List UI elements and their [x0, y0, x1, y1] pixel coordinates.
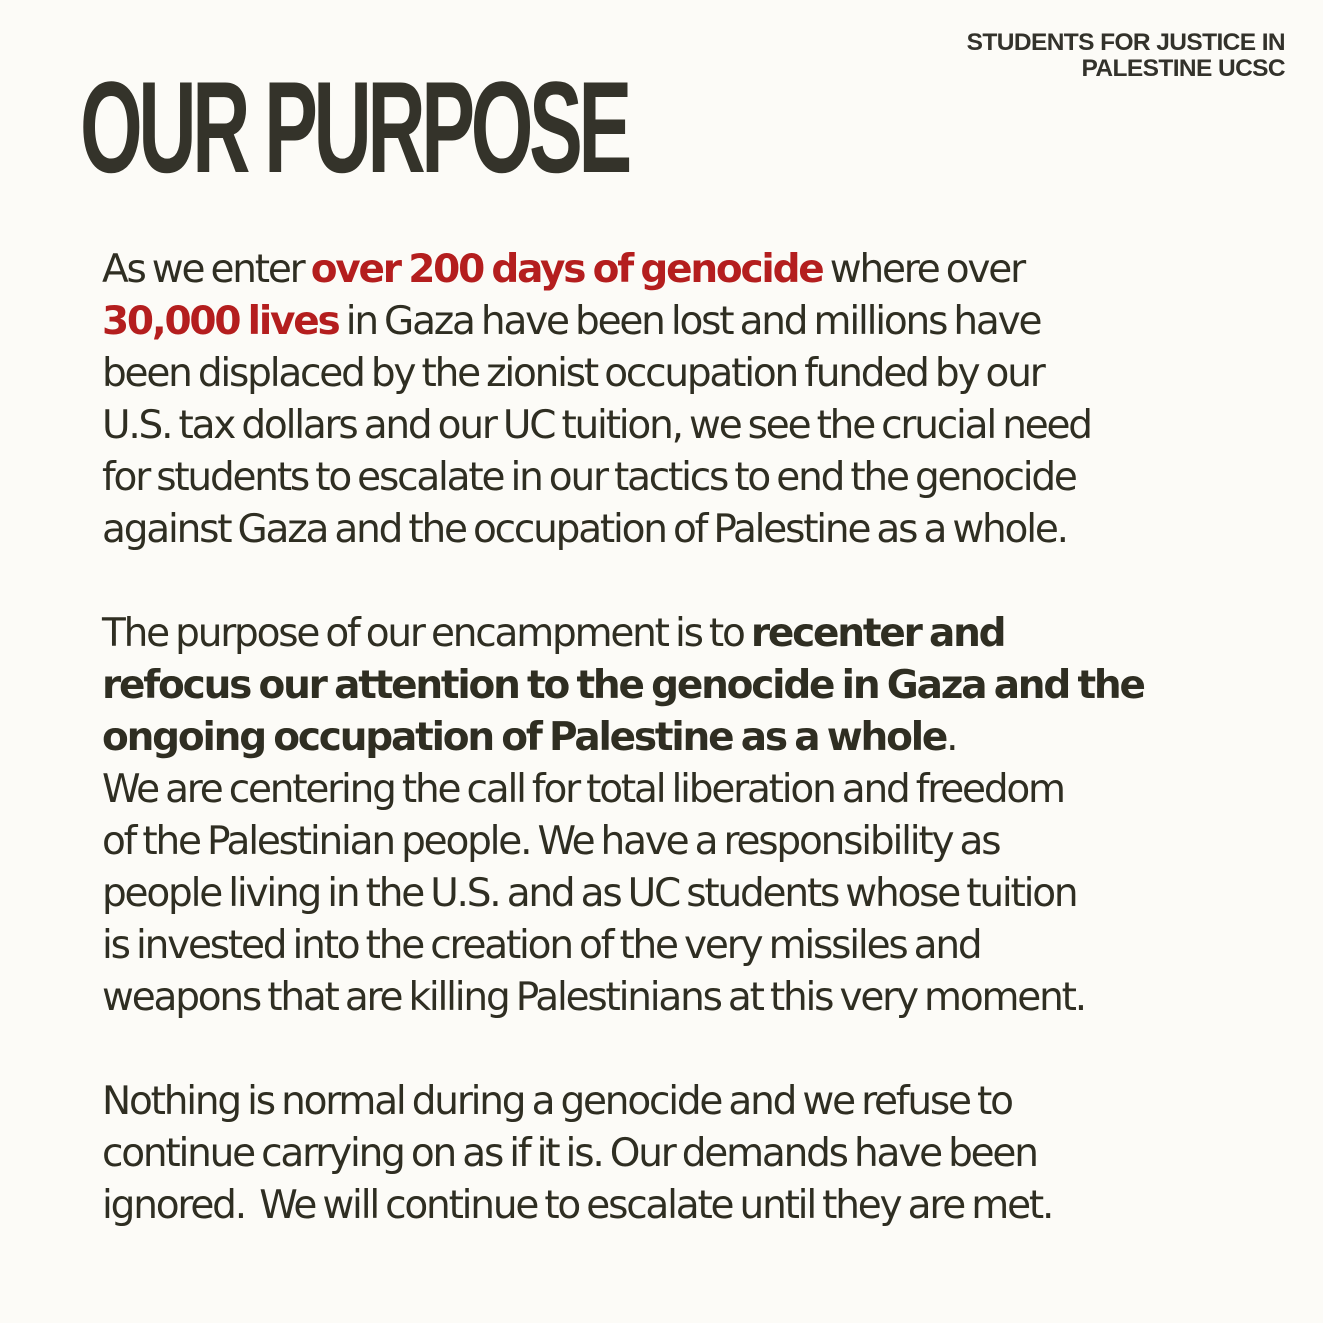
text-run: where over: [822, 247, 1024, 292]
text-line: We are centering the call for total liberation and freedom: [102, 767, 1064, 812]
organization-name: [967, 30, 1285, 82]
text-run: The purpose of our encampment is to: [102, 611, 751, 656]
text-run: in Gaza have been lost and millions have: [338, 299, 1041, 344]
emphasis-text: ongoing occupation of Palestine as a whole: [102, 715, 947, 760]
text-line: continue carrying on as if it is. Our demands have been: [102, 1131, 1037, 1176]
page-title: OUR PURPOSE: [80, 54, 628, 200]
text-line: for students to escalate in our tactics to end the genocide: [102, 455, 1076, 500]
text-line: against Gaza and the occupation of Palestine as a whole.: [102, 507, 1067, 552]
emphasis-text: recenter and: [750, 611, 1005, 656]
text-line: weapons that are killing Palestinians at this very moment.: [102, 975, 1085, 1020]
emphasis-line: refocus our attention to the genocide in Gaza and the: [102, 663, 1144, 708]
text-line: U.S. tax dollars and our UC tuition, we see the crucial need: [102, 403, 1091, 448]
highlight-lives: 30,000 lives: [102, 299, 339, 344]
text-line: [102, 712, 1242, 764]
paragraph-encampment-purpose: [102, 608, 1242, 1024]
organization-name-line-1: STUDENTS FOR JUSTICE IN: [966, 29, 1285, 56]
text-line: [102, 296, 1242, 348]
organization-name-line-2: PALESTINE UCSC: [1081, 55, 1285, 82]
text-line: people living in the U.S. and as UC students whose tuition: [102, 871, 1077, 916]
text-line: [102, 244, 1242, 296]
text-run: As we enter: [102, 247, 311, 292]
highlight-days: over 200 days of genocide: [310, 247, 823, 292]
text-line: [102, 608, 1242, 660]
statement-body: [102, 244, 1242, 1232]
text-line: of the Palestinian people. We have a responsibility as: [102, 819, 1000, 864]
text-line: Nothing is normal during a genocide and we refuse to: [102, 1079, 1012, 1124]
paragraph-genocide-context: [102, 244, 1242, 556]
text-line: is invested into the creation of the very missiles and: [102, 923, 981, 968]
text-line: ignored. We will continue to escalate until they are met.: [102, 1183, 1053, 1228]
text-run: .: [946, 715, 957, 760]
text-line: been displaced by the zionist occupation funded by our: [102, 351, 1044, 396]
paragraph-escalation: [102, 1076, 1242, 1232]
